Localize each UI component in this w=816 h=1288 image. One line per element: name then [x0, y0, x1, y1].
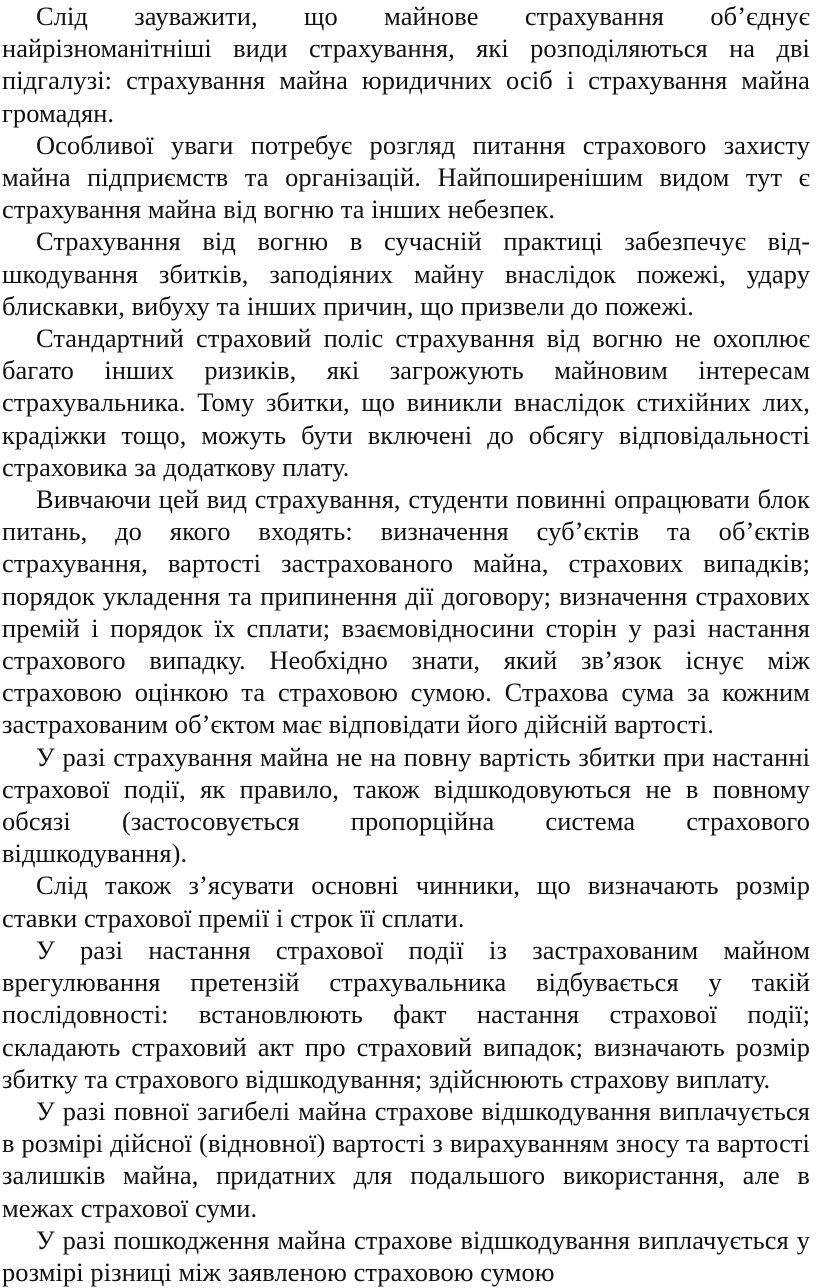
paragraph-8: У разі настання страхової події із застрахованим майном врегулювання претензій страхувальника відбувається у такій послідовності: встановлюють факт настання страхової події; складають страховий акт про страховий випадок; визначають розмір збитку та страхового відшкодування; здійснюють страхову виплату.	[2, 934, 810, 1094]
paragraph-4: Стандартний страховий поліс страхування від вогню не охоплює багато інших ризиків, які загрожують майновим інтересам страхувальника. Тому збитки, що виникли внаслідок стихійних лих, крадіжки тощо, можуть бути включені до обсягу відповідальності страховика за додаткову плату.	[2, 323, 810, 482]
paragraph-7: Слід також з’ясувати основні чинники, що визначають розмір ставки страхової премії і строк її сплати.	[2, 870, 810, 933]
paragraph-2: Особливої уваги потребує розгляд питання страхового захисту майна підприємств та організацій. Найпоширенішим видом тут є страхування майна від вогню та інших небезпек.	[2, 129, 810, 225]
paragraph-1: Слід зауважити, що майнове страхування об’єднує найрізноманітніші види страхування, які розподіляються на дві підгалузі: страхування майна юридичних осіб і страхування майна громадян.	[2, 1, 810, 128]
paragraph-9: У разі повної загибелі майна страхове відшкодування виплачується в розмірі дійсної (відновної) вартості з вирахуванням зносу та вартості залишків майна, придатних для подальшого використання, але в межах страхової суми.	[2, 1095, 810, 1223]
paragraph-10: У разі пошкодження майна страхове відшкодування виплачується у розмірі різниці між заявленою страховою сумою	[2, 1224, 810, 1287]
paragraph-6: У разі страхування майна не на повну вартість збитки при настанні страхової події, як правило, також відшкодовуються не в повному обсязі (застосовується пропорційна система страхового відшкодування).	[2, 741, 810, 869]
paragraph-5: Вивчаючи цей вид страхування, студенти повинні опрацювати блок питань, до якого входять: визначення суб’єктів та об’єктів страхування, вартості застрахованого майна, страхових випадків; порядок укладення та припинення дії договору; визначення страхових премій і порядок їх сплати; взаємовідносини сторін у разі настання страхового випадку. Необхідно знати, який зв’язок існує між страховою оцінкою та страховою сумою. Страхова сума за кожним застрахованим об’єктом має відповідати його дійсній вартості.	[2, 484, 810, 740]
paragraph-3: Страхування від вогню в сучасній практиці забезпечує відшкодування збитків, заподіяних майну внаслідок пожежі, удару блискавки, вибуху та інших причин, що призвели до пожежі.	[2, 226, 810, 321]
